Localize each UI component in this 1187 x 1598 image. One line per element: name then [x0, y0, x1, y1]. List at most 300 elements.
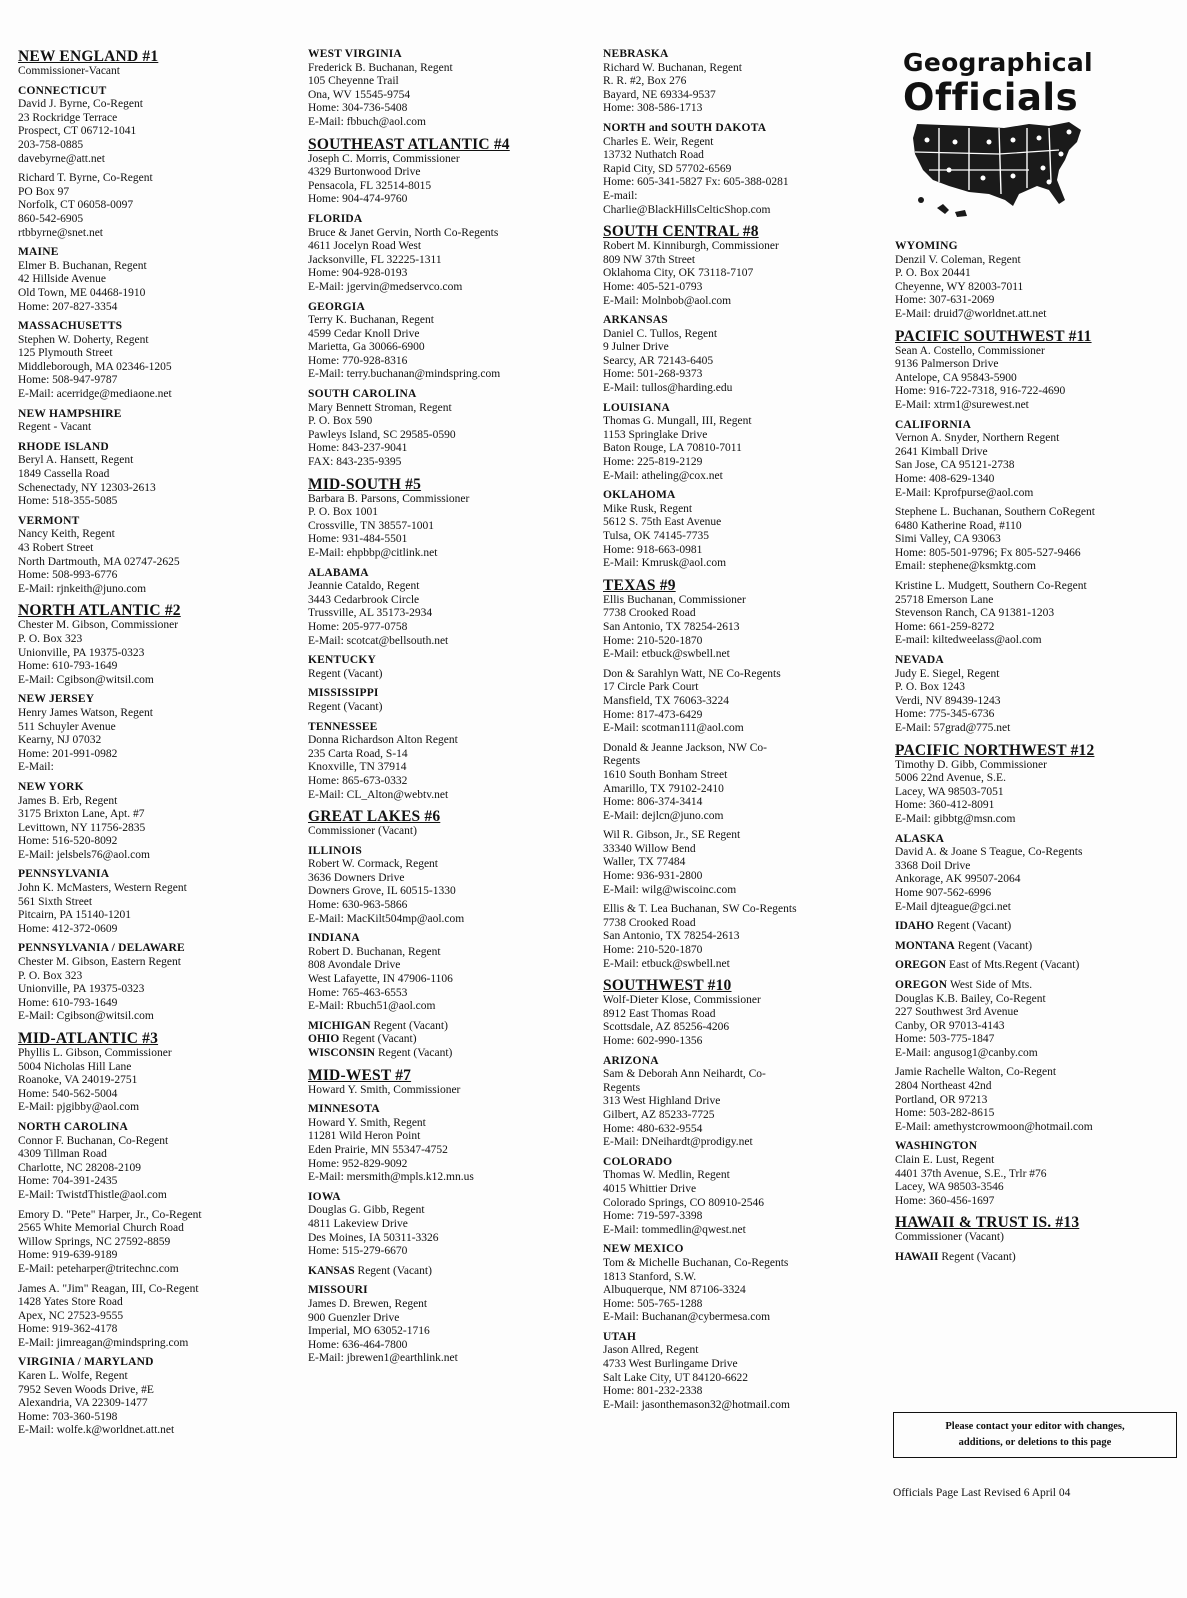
entry-line: Home: 210-520-1870	[603, 944, 703, 957]
entry-line: P. O. Box 1001	[308, 506, 378, 519]
region-subtitle: Commissioner (Vacant)	[895, 1231, 1004, 1244]
entry-line: Home: 503-775-1847	[895, 1033, 995, 1046]
state-name: KENTUCKY	[308, 654, 377, 667]
official-entry	[18, 868, 293, 936]
entry-line: Baton Rouge, LA 70810-7011	[603, 442, 742, 455]
entry-line: E-Mail: atheling@cox.net	[603, 469, 723, 482]
state-name: VIRGINIA / MARYLAND	[18, 1356, 154, 1369]
entry-line: Barbara B. Parsons, Commissioner	[308, 492, 470, 505]
entry-line: Stevenson Ranch, CA 91381-1203	[895, 607, 1055, 620]
state-heading	[308, 213, 588, 227]
entry-line: Des Moines, IA 50311-3326	[308, 1231, 439, 1244]
column-2	[308, 48, 588, 1372]
entry-line: Crossville, TN 38557-1001	[308, 519, 434, 532]
entry-line: Home: 918-663-0981	[603, 543, 703, 556]
state-heading	[308, 932, 588, 946]
vacant-states-block	[895, 959, 1175, 973]
state-heading	[308, 654, 588, 668]
entry-line: Home: 516-520-8092	[18, 835, 118, 848]
column-4	[895, 240, 1175, 1271]
entry-line: 3443 Cedarbrook Circle	[308, 593, 420, 606]
entry-line: 7738 Crooked Road	[603, 607, 696, 620]
entry-line: 1428 Yates Store Road	[18, 1296, 123, 1309]
state-heading	[603, 402, 883, 416]
entry-line: 33340 Willow Bend	[603, 842, 696, 855]
region-title: NORTH ATLANTIC #2	[18, 602, 181, 620]
vacant-state-line	[895, 1251, 1175, 1265]
region-title: PACIFIC NORTHWEST #12	[895, 741, 1095, 759]
entry-line: 13732 Nuthatch Road	[603, 149, 704, 162]
region-title: SOUTHWEST #10	[603, 977, 732, 995]
entry-line: Jason Allred, Regent	[603, 1344, 699, 1357]
entry-line: Email: stephene@ksmktg.com	[895, 560, 1036, 573]
state-name: CONNECTICUT	[18, 84, 107, 97]
entry-line: 4611 Jocelyn Road West	[308, 240, 422, 253]
region-title: MID-ATLANTIC #3	[18, 1030, 159, 1047]
state-heading	[603, 48, 883, 62]
entry-line: 4599 Cedar Knoll Drive	[308, 327, 420, 340]
entry-line: Home: 704-391-2435	[18, 1175, 118, 1188]
entry-line: Searcy, AR 72143-6405	[603, 354, 714, 367]
entry-line: Home: 503-282-8615	[895, 1107, 995, 1120]
entry-line: Bayard, NE 69334-9537	[603, 88, 716, 101]
official-entry	[308, 932, 588, 1014]
entry-line: John K. McMasters, Western Regent	[18, 882, 187, 895]
state-heading	[603, 1156, 883, 1170]
entry-line: Home: 806-374-3414	[603, 796, 703, 809]
state-name: OHIO	[308, 1033, 340, 1046]
region-block	[895, 1214, 1175, 1245]
region-title: SOUTHEAST ATLANTIC #4	[308, 135, 510, 153]
entry-line: Robert W. Cormack, Regent	[308, 858, 438, 871]
entry-line: 4309 Tillman Road	[18, 1148, 107, 1161]
entry-line: James B. Erb, Regent	[18, 794, 118, 807]
entry-line: Emory D. "Pete" Harper, Jr., Co-Regent	[18, 1208, 202, 1221]
entry-line: E-Mail: DNeihardt@prodigy.net	[603, 1136, 753, 1149]
state-status: Regent (Vacant)	[377, 1047, 453, 1059]
region-title: PACIFIC SOUTHWEST #11	[895, 327, 1092, 345]
entry-line: davebyrne@att.net	[18, 152, 105, 165]
entry-line: FAX: 843-235-9395	[308, 456, 402, 469]
entry-line: Middleborough, MA 02346-1205	[18, 360, 172, 373]
entry-line: 900 Guenzler Drive	[308, 1311, 400, 1324]
state-name: COLORADO	[603, 1155, 673, 1168]
entry-line: Trussville, AL 35173-2934	[308, 607, 433, 620]
entry-line: Home: 610-793-1649	[18, 996, 118, 1009]
entry-line: 9136 Palmerson Drive	[895, 358, 999, 371]
entry-line: E-Mail: TwistdThistle@aol.com	[18, 1188, 167, 1201]
official-entry	[603, 122, 883, 217]
entry-line: Phyllis L. Gibson, Commissioner	[18, 1047, 172, 1059]
entry-line: E-Mail: Molnbob@aol.com	[603, 294, 732, 307]
region-block	[603, 977, 883, 1048]
entry-line: Home: 308-586-1713	[603, 102, 703, 115]
region-block	[18, 602, 293, 687]
entry-line: Lacey, WA 98503-7051	[895, 785, 1004, 798]
logo-title-line1: Geographical	[903, 48, 1093, 77]
entry-line: Amarillo, TX 79102-2410	[603, 782, 724, 795]
entry-line: 4015 Whittier Drive	[603, 1182, 697, 1195]
entry-line: P. O. Box 1243	[895, 681, 965, 694]
state-name: NEW YORK	[18, 780, 84, 793]
entry-line: Home: 765-463-6553	[308, 986, 408, 999]
entry-line: Home: 805-501-9796; Fx 805-527-9466	[895, 546, 1081, 559]
entry-line: 23 Rockridge Terrace	[18, 111, 118, 124]
official-entry	[308, 721, 588, 803]
official-entry	[895, 833, 1175, 915]
entry-line: E-Mail: jgervin@medservco.com	[308, 280, 463, 293]
state-name: CALIFORNIA	[895, 418, 972, 431]
logo-title-line2: Officials	[903, 76, 1079, 119]
official-entry	[895, 506, 1175, 574]
entry-line: Douglas K.B. Bailey, Co-Regent	[895, 992, 1046, 1005]
entry-line: Salt Lake City, UT 84120-6622	[603, 1371, 749, 1384]
state-name: MONTANA	[895, 939, 955, 952]
entry-line: Old Town, ME 04468-1910	[18, 286, 146, 299]
entry-line: James D. Brewen, Regent	[308, 1297, 428, 1310]
entry-line: 511 Schuyler Avenue	[18, 720, 116, 733]
entry-line: E-Mail: etbuck@swbell.net	[603, 957, 730, 970]
entry-line: 7952 Seven Woods Drive, #E	[18, 1383, 154, 1396]
state-heading	[308, 1191, 588, 1205]
entry-line: Home: 360-412-8091	[895, 799, 995, 812]
entry-line: Home: 801-232-2338	[603, 1385, 703, 1398]
entry-line: 8912 East Thomas Road	[603, 1007, 716, 1020]
official-entry	[18, 1209, 293, 1277]
entry-line: Ona, WV 15545-9754	[308, 88, 411, 101]
column-3	[603, 48, 883, 1418]
entry-line: Willow Springs, NC 27592-8859	[18, 1235, 171, 1248]
entry-line: Canby, OR 97013-4143	[895, 1019, 1005, 1032]
state-name: OKLAHOMA	[603, 489, 676, 502]
entry-line: Home: 501-268-9373	[603, 368, 703, 381]
entry-line: Regents	[603, 755, 641, 768]
entry-line: Home: 843-237-9041	[308, 442, 408, 455]
entry-line: Donna Richardson Alton Regent	[308, 734, 458, 747]
state-name: TENNESSEE	[308, 720, 378, 733]
entry-line: E-Mail: Kprofpurse@aol.com	[895, 486, 1034, 499]
entry-line: Home: 865-673-0332	[308, 774, 408, 787]
entry-line: Home: 505-765-1288	[603, 1297, 703, 1310]
entry-line: Nancy Keith, Regent	[18, 528, 115, 541]
state-heading	[18, 942, 293, 956]
entry-line: Home: 919-362-4178	[18, 1323, 118, 1336]
entry-line: Wolf-Dieter Klose, Commissioner	[603, 994, 761, 1007]
entry-line: Alexandria, VA 22309-1477	[18, 1397, 148, 1410]
entry-line: 227 Southwest 3rd Avenue	[895, 1006, 1019, 1019]
entry-line: Home: 360-456-1697	[895, 1194, 995, 1207]
entry-line: 2565 White Memorial Church Road	[18, 1222, 184, 1235]
entry-line: Joseph C. Morris, Commissioner	[308, 152, 460, 165]
entry-line: Henry James Watson, Regent	[18, 706, 153, 719]
entry-line: E-Mail: terry.buchanan@mindspring.com	[308, 368, 501, 381]
entry-line: Ellis & T. Lea Buchanan, SW Co-Regents	[603, 903, 797, 916]
official-entry	[895, 979, 1175, 1061]
vacant-states-block	[895, 920, 1175, 934]
entry-line: Mansfield, TX 76063-3224	[603, 694, 729, 707]
region-block	[308, 1067, 588, 1098]
official-entry	[308, 1103, 588, 1185]
entry-line: Cheyenne, WY 82003-7011	[895, 280, 1024, 293]
state-name: MASSACHUSETTS	[18, 320, 123, 333]
entry-line: Schenectady, NY 12303-2613	[18, 481, 156, 494]
entry-line: Don & Sarahlyn Watt, NE Co-Regents	[603, 667, 781, 680]
state-heading	[18, 408, 293, 422]
entry-line: Levittown, NY 11756-2835	[18, 821, 146, 834]
region-block	[18, 1030, 293, 1115]
official-entry	[603, 1156, 883, 1238]
entry-line: E-Mail: wilg@wiscoinc.com	[603, 883, 737, 896]
entry-line: E-Mail: CL_Alton@webtv.net	[308, 788, 449, 801]
entry-line: Karen L. Wolfe, Regent	[18, 1370, 128, 1383]
region-subtitle: Commissioner-Vacant	[18, 65, 120, 77]
entry-line: E-Mail: jbrewen1@earthlink.net	[308, 1352, 458, 1365]
region-subtitle: Howard Y. Smith, Commissioner	[308, 1083, 461, 1096]
entry-line: Regent (Vacant)	[308, 667, 383, 680]
state-name: GEORGIA	[308, 300, 365, 313]
state-heading	[895, 833, 1175, 847]
entry-line: P. O. Box 323	[18, 969, 83, 982]
notice-line-1: Please contact your editor with changes,	[945, 1421, 1125, 1432]
entry-line: 860-542-6905	[18, 212, 84, 225]
entry-line: Richard T. Byrne, Co-Regent	[18, 172, 153, 185]
entry-line: 105 Cheyenne Trail	[308, 75, 399, 88]
entry-line: Home: 540-562-5004	[18, 1087, 118, 1100]
entry-line: San Antonio, TX 78254-2613	[603, 930, 740, 943]
entry-line: 3368 Doil Drive	[895, 859, 971, 872]
official-entry	[18, 942, 293, 1024]
entry-line: San Jose, CA 95121-2738	[895, 459, 1015, 472]
state-name: NEW JERSEY	[18, 693, 95, 706]
region-block	[603, 223, 883, 308]
vacant-state-line	[308, 1020, 588, 1034]
vacant-state-line	[895, 959, 1175, 973]
entry-line: Sam & Deborah Ann Neihardt, Co-	[603, 1068, 766, 1081]
entry-line: Kristine L. Mudgett, Southern Co-Regent	[895, 580, 1087, 593]
official-entry	[308, 388, 588, 470]
entry-line: Oklahoma City, OK 73118-7107	[603, 267, 754, 280]
entry-line: Home: 610-793-1649	[18, 660, 118, 673]
entry-line: Howard Y. Smith, Regent	[308, 1116, 426, 1129]
region-title: MID-SOUTH #5	[308, 475, 422, 493]
state-heading	[308, 687, 588, 701]
region-title: MID-WEST #7	[308, 1066, 412, 1084]
entry-line: 43 Robert Street	[18, 542, 94, 554]
entry-line: E-Mail: acerridge@mediaone.net	[18, 388, 172, 401]
entry-line: Charles E. Weir, Regent	[603, 135, 714, 148]
entry-line: Home: 904-474-9760	[308, 193, 408, 206]
entry-line: Home: 515-279-6670	[308, 1245, 408, 1258]
state-heading	[18, 1121, 293, 1135]
state-name: ARIZONA	[603, 1054, 659, 1067]
entry-line: Richard W. Buchanan, Regent	[603, 61, 742, 74]
state-name: ILLINOIS	[308, 844, 363, 857]
state-name: HAWAII	[895, 1251, 939, 1263]
region-block	[895, 742, 1175, 827]
state-name: ALASKA	[895, 832, 945, 845]
entry-line: E-Mail: mersmith@mpls.k12.mn.us	[308, 1171, 474, 1184]
entry-line: Elmer B. Buchanan, Regent	[18, 259, 147, 272]
state-heading	[18, 515, 293, 529]
entry-line: Home: 205-977-0758	[308, 620, 408, 633]
entry-line: Home: 936-931-2800	[603, 870, 703, 883]
official-entry	[603, 829, 883, 897]
official-entry	[18, 441, 293, 509]
entry-line: 5612 S. 75th East Avenue	[603, 516, 722, 529]
entry-line: Albuquerque, NM 87106-3324	[603, 1284, 746, 1297]
entry-line: Norfolk, CT 06058-0097	[18, 199, 134, 212]
state-name: IOWA	[308, 1190, 341, 1203]
entry-line: P. O. Box 590	[308, 415, 373, 428]
entry-line: Simi Valley, CA 93063	[895, 533, 1001, 546]
official-entry	[308, 687, 588, 714]
state-name: MISSOURI	[308, 1284, 368, 1297]
vacant-states-block	[895, 940, 1175, 954]
state-status: Regent (Vacant)	[357, 1264, 432, 1277]
official-entry	[308, 845, 588, 927]
entry-line: 235 Carta Road, S-14	[308, 747, 408, 760]
official-entry	[895, 654, 1175, 736]
official-entry	[308, 213, 588, 295]
region-title: NEW ENGLAND #1	[18, 48, 159, 65]
entry-line: Ankorage, AK 99507-2064	[895, 873, 1021, 886]
entry-line: E-Mail: druid7@worldnet.att.net	[895, 307, 1047, 320]
entry-line: 4733 West Burlingame Drive	[603, 1358, 738, 1371]
official-entry	[18, 515, 293, 597]
entry-line: Home: 770-928-8316	[308, 354, 408, 367]
entry-line: Home: 518-355-5085	[18, 495, 118, 508]
official-entry	[603, 314, 883, 396]
entry-line: Home: 916-722-7318, 916-722-4690	[895, 385, 1066, 398]
entry-line: Robert D. Buchanan, Regent	[308, 945, 441, 958]
state-name: MISSISSIPPI	[308, 687, 379, 700]
entry-line: Clain E. Lust, Regent	[895, 1154, 995, 1167]
region-block	[895, 328, 1175, 413]
state-qualifier: West Side of Mts.	[950, 978, 1033, 991]
entry-line: Home: 307-631-2069	[895, 294, 995, 307]
entry-line: Lacey, WA 98503-3546	[895, 1181, 1004, 1194]
state-heading	[308, 48, 588, 62]
entry-line: Portland, OR 97213	[895, 1093, 988, 1106]
state-name: ALABAMA	[308, 566, 369, 579]
us-map-icon	[909, 120, 1089, 220]
entry-line: Jeannie Cataldo, Regent	[308, 580, 420, 593]
official-entry	[603, 1331, 883, 1413]
entry-line: 203-758-0885	[18, 138, 84, 151]
official-entry	[18, 1356, 293, 1438]
entry-line: E-Mail djteague@gci.net	[895, 900, 1011, 913]
official-entry	[895, 240, 1175, 322]
state-name: INDIANA	[308, 932, 360, 945]
entry-line: Daniel C. Tullos, Regent	[603, 327, 718, 340]
entry-line: Home: 225-819-2129	[603, 456, 703, 469]
state-heading	[895, 979, 1175, 993]
entry-line: David A. & Joane S Teague, Co-Regents	[895, 846, 1083, 859]
entry-line: E-Mail: scotcat@bellsouth.net	[308, 634, 449, 647]
state-name: NORTH CAROLINA	[18, 1120, 129, 1133]
entry-line: Thomas W. Medlin, Regent	[603, 1169, 730, 1182]
entry-line: James A. "Jim" Reagan, III, Co-Regent	[18, 1282, 199, 1295]
region-title: TEXAS #9	[603, 576, 676, 594]
entry-line: Verdi, NV 89439-1243	[895, 694, 1001, 707]
state-name: NEW HAMPSHIRE	[18, 407, 122, 420]
state-heading	[18, 868, 293, 882]
state-name: NEBRASKA	[603, 48, 669, 60]
entry-line: Donald & Jeanne Jackson, NW Co-	[603, 741, 767, 754]
entry-line: Roanoke, VA 24019-2751	[18, 1074, 138, 1087]
entry-line: E-Mail: gibbtg@msn.com	[895, 812, 1016, 825]
state-heading	[18, 85, 293, 99]
entry-line: Tulsa, OK 74145-7735	[603, 530, 709, 542]
official-entry	[603, 903, 883, 971]
entry-line: Home: 817-473-6429	[603, 708, 703, 721]
entry-line: Home: 508-993-6776	[18, 569, 118, 582]
entry-line: E-Mail: pjgibby@aol.com	[18, 1101, 140, 1114]
entry-line: 4401 37th Avenue, S.E., Trlr #76	[895, 1167, 1047, 1180]
state-heading	[18, 246, 293, 260]
entry-line: Mary Bennett Stroman, Regent	[308, 401, 452, 414]
state-heading	[308, 1284, 588, 1298]
official-entry	[895, 1066, 1175, 1134]
entry-line: 3636 Downers Drive	[308, 871, 405, 884]
entry-line: Knoxville, TN 37914	[308, 761, 407, 774]
state-name: WASHINGTON	[895, 1140, 978, 1153]
entry-line: Home: 508-947-9787	[18, 374, 118, 387]
state-name: OREGON	[895, 978, 948, 991]
entry-line: 561 Sixth Street	[18, 895, 93, 908]
entry-line: Home: 919-639-9189	[18, 1249, 118, 1262]
entry-line: 4329 Burtonwood Drive	[308, 166, 421, 179]
notice-line-2: additions, or deletions to this page	[958, 1437, 1112, 1448]
state-name: MINNESOTA	[308, 1103, 380, 1116]
state-name: MAINE	[18, 246, 59, 259]
state-heading	[603, 1331, 883, 1345]
entry-line: Unionville, PA 19375-0323	[18, 983, 145, 996]
official-entry	[603, 1055, 883, 1150]
state-status: East of Mts.Regent (Vacant)	[949, 959, 1080, 972]
state-heading	[603, 489, 883, 503]
official-entry	[18, 408, 293, 435]
entry-line: San Antonio, TX 78254-2613	[603, 620, 740, 633]
state-name: WISCONSIN	[308, 1047, 376, 1059]
entry-line: E-mail: kiltedweelass@aol.com	[895, 634, 1042, 647]
entry-line: Gilbert, AZ 85233-7725	[603, 1108, 715, 1121]
vacant-state-line	[308, 1033, 588, 1047]
region-block	[308, 476, 588, 561]
entry-line: E-Mail: tommedlin@qwest.net	[603, 1223, 746, 1236]
state-name: KANSAS	[308, 1264, 355, 1277]
entry-line: E-Mail: wolfe.k@worldnet.att.net	[18, 1424, 175, 1437]
vacant-state-line	[308, 1047, 588, 1061]
entry-line: Marietta, Ga 30066-6900	[308, 341, 425, 354]
state-heading	[603, 122, 883, 136]
entry-line: Regent - Vacant	[18, 421, 92, 434]
entry-line: Stephen W. Doherty, Regent	[18, 333, 149, 346]
entry-line: 5006 22nd Avenue, S.E.	[895, 772, 1006, 785]
entry-line: Kearny, NJ 07032	[18, 734, 102, 747]
entry-line: rtbbyrne@snet.net	[18, 226, 103, 239]
entry-line: Pitcairn, PA 15140-1201	[18, 909, 131, 922]
column-1	[18, 48, 293, 1444]
entry-line: E-Mail: tullos@harding.edu	[603, 382, 733, 395]
contact-editor-notice	[893, 1412, 1177, 1458]
entry-line: Home: 210-520-1870	[603, 634, 703, 647]
entry-line: E-Mail: etbuck@swbell.net	[603, 648, 730, 661]
entry-line: Colorado Springs, CO 80910-2546	[603, 1196, 764, 1209]
vacant-state-line	[308, 1265, 588, 1279]
entry-line: 2641 Kimball Drive	[895, 445, 988, 458]
entry-line: Waller, TX 77484	[603, 856, 686, 869]
